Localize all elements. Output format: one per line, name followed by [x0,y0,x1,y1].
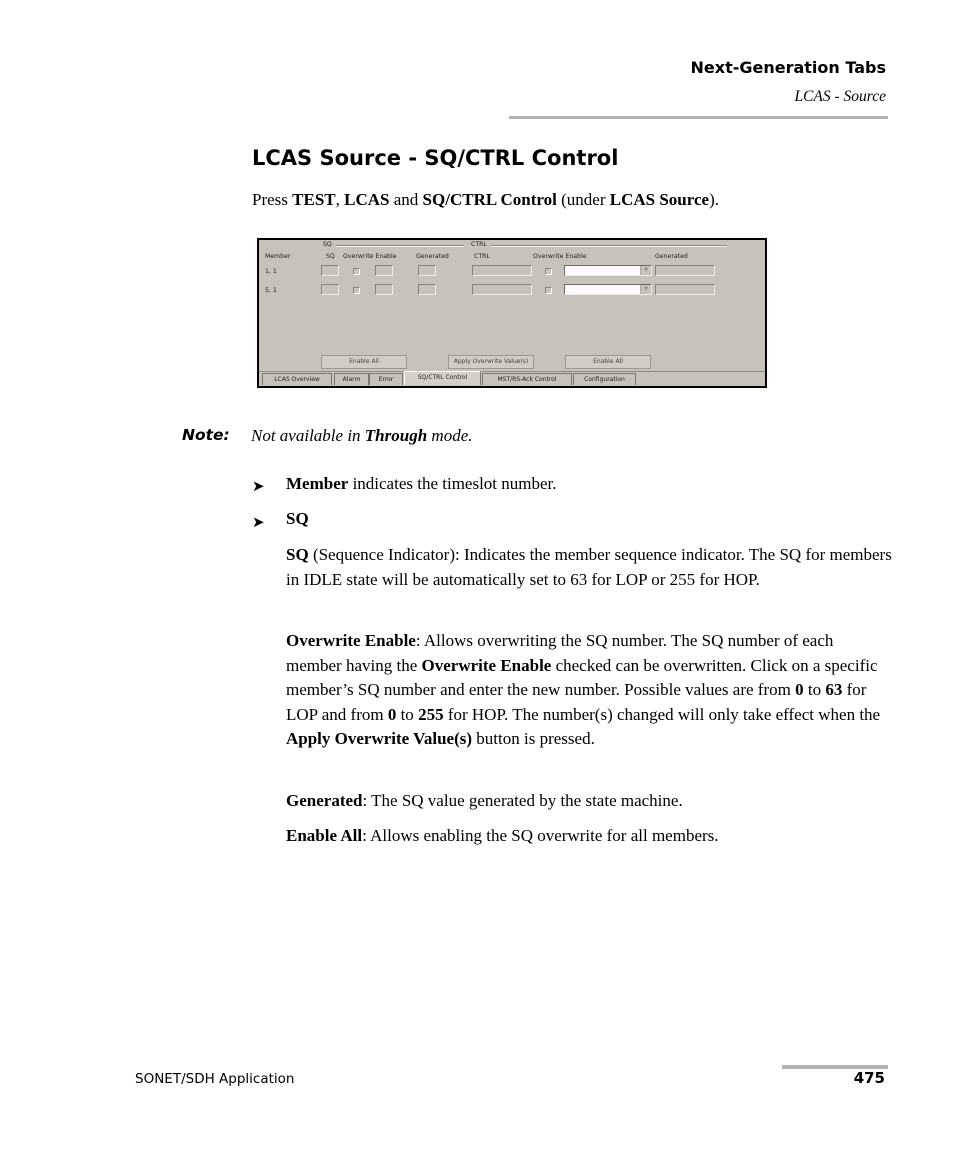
sq-enable-all-button[interactable]: Enable All [321,355,407,369]
intro-paragraph [252,190,719,210]
ctrl-generated-field [655,265,715,276]
bullet-arrow-icon: ➤ [252,515,265,531]
sq-group-line [336,245,464,247]
bullet-keyword: SQ [286,509,309,528]
overwrite-enable-description [286,629,892,752]
apply-overwrite-values-button[interactable]: Apply Overwrite Value(s) [448,355,534,369]
bullet-sq [286,509,309,529]
term: Overwrite Enable [286,631,416,650]
bullet-description: indicates the timeslot number. [348,474,557,493]
intro-text: Press [252,190,293,209]
term: Enable All [286,826,363,845]
column-sq: SQ [326,253,335,260]
sq-generated-field [418,265,436,276]
value: 255 [418,704,444,724]
intro-keyword: LCAS [344,190,390,209]
column-ctrl-generated: Generated [655,253,688,260]
tab-lcas-overview[interactable]: LCAS Overview [262,373,332,385]
value: 0 [387,704,397,724]
ctrl-value-field[interactable] [472,265,532,276]
tab-configuration[interactable]: Configuration [573,373,636,385]
tab-mst-rs-ack-control[interactable]: MST/RS-Ack Control [482,373,572,385]
sq-overwrite-checkbox[interactable] [353,287,360,294]
tab-strip-line [259,371,765,372]
definition: : Allows overwriting the SQ number. The SQ number of each member having the [286,631,834,675]
ctrl-group-label: CTRL [471,241,487,248]
sq-value-field[interactable] [321,284,339,295]
definition: checked can be overwritten. Click on a specific member’s SQ number and enter the new number. Possible values are from [286,655,878,699]
note-text-part: Not available in [251,426,365,445]
definition: : The SQ value generated by the state machine. [362,791,683,810]
page-title: LCAS Source - SQ/CTRL Control [252,146,619,170]
section-subtitle: LCAS - Source [794,88,886,105]
sq-value-field[interactable] [321,265,339,276]
note-keyword: Through [364,426,428,445]
definition: : Allows enabling the SQ overwrite for all members. [362,826,719,845]
intro-keyword: SQ/CTRL Control [422,190,557,209]
sq-generated-field [418,284,436,295]
term: Generated [286,791,363,810]
definition: to [396,704,419,724]
intro-text: , [335,190,345,209]
ctrl-overwrite-checkbox[interactable] [545,287,552,294]
definition: for LOP and from [286,680,867,724]
definition: to [803,680,826,699]
bullet-member [286,474,557,494]
sq-overwrite-field[interactable] [375,265,393,276]
member-label: 1, 1 [265,268,277,275]
ctrl-value-field[interactable] [472,284,532,295]
intro-keyword: TEST [292,190,336,209]
value: 0 [795,680,804,699]
note-text-part: mode. [427,426,473,445]
term: Overwrite Enable [421,655,552,675]
enable-all-description [286,824,892,849]
tab-alarm[interactable]: Alarm [334,373,369,385]
ctrl-generated-field [655,284,715,295]
column-member: Member [265,253,291,260]
chevron-down-icon[interactable]: ▼ [640,266,651,275]
sq-overwrite-checkbox[interactable] [353,268,360,275]
chevron-down-icon[interactable]: ▼ [640,285,651,294]
sq-description [286,543,892,592]
member-label: 5, 1 [265,287,277,294]
ctrl-overwrite-dropdown[interactable] [564,265,652,276]
tab-sq-ctrl-control[interactable]: SQ/CTRL Control [404,371,481,385]
sq-ctrl-control-panel [257,238,767,388]
column-sq-generated: Generated [416,253,449,260]
intro-text: (under [556,190,610,209]
term: SQ [286,545,309,564]
intro-keyword: LCAS Source [609,190,710,209]
intro-text: and [389,190,423,209]
bullet-keyword: Member [286,474,349,493]
column-ctrl: CTRL [474,253,490,260]
chapter-title: Next-Generation Tabs [690,58,886,77]
page-number: 475 [853,1069,885,1087]
ctrl-enable-all-button[interactable]: Enable All [565,355,651,369]
ctrl-overwrite-dropdown[interactable] [564,284,652,295]
ctrl-overwrite-checkbox[interactable] [545,268,552,275]
definition: for HOP. The number(s) changed will only take effect when the [443,704,881,724]
ctrl-group-line [491,245,727,247]
generated-description [286,789,892,814]
bullet-arrow-icon: ➤ [252,479,265,495]
tab-error[interactable]: Error [369,373,403,385]
header-rule [509,116,888,119]
note-label: Note: [182,426,230,444]
definition: button is pressed. [472,729,595,748]
definition: (Sequence Indicator): Indicates the member sequence indicator. The SQ for members in IDLE state will be automatically set to 63 for LOP or 255 for HOP. [286,545,892,589]
column-ctrl-overwrite-enable: Overwrite Enable [533,253,587,260]
intro-text: ). [709,190,719,209]
sq-overwrite-field[interactable] [375,284,393,295]
value: 63 [825,680,843,699]
column-sq-overwrite-enable: Overwrite Enable [343,253,397,260]
term: Apply Overwrite Value(s) [286,729,473,748]
sq-group-label: SQ [323,241,332,248]
footer-product: SONET/SDH Application [135,1071,295,1087]
note-text [251,426,473,446]
